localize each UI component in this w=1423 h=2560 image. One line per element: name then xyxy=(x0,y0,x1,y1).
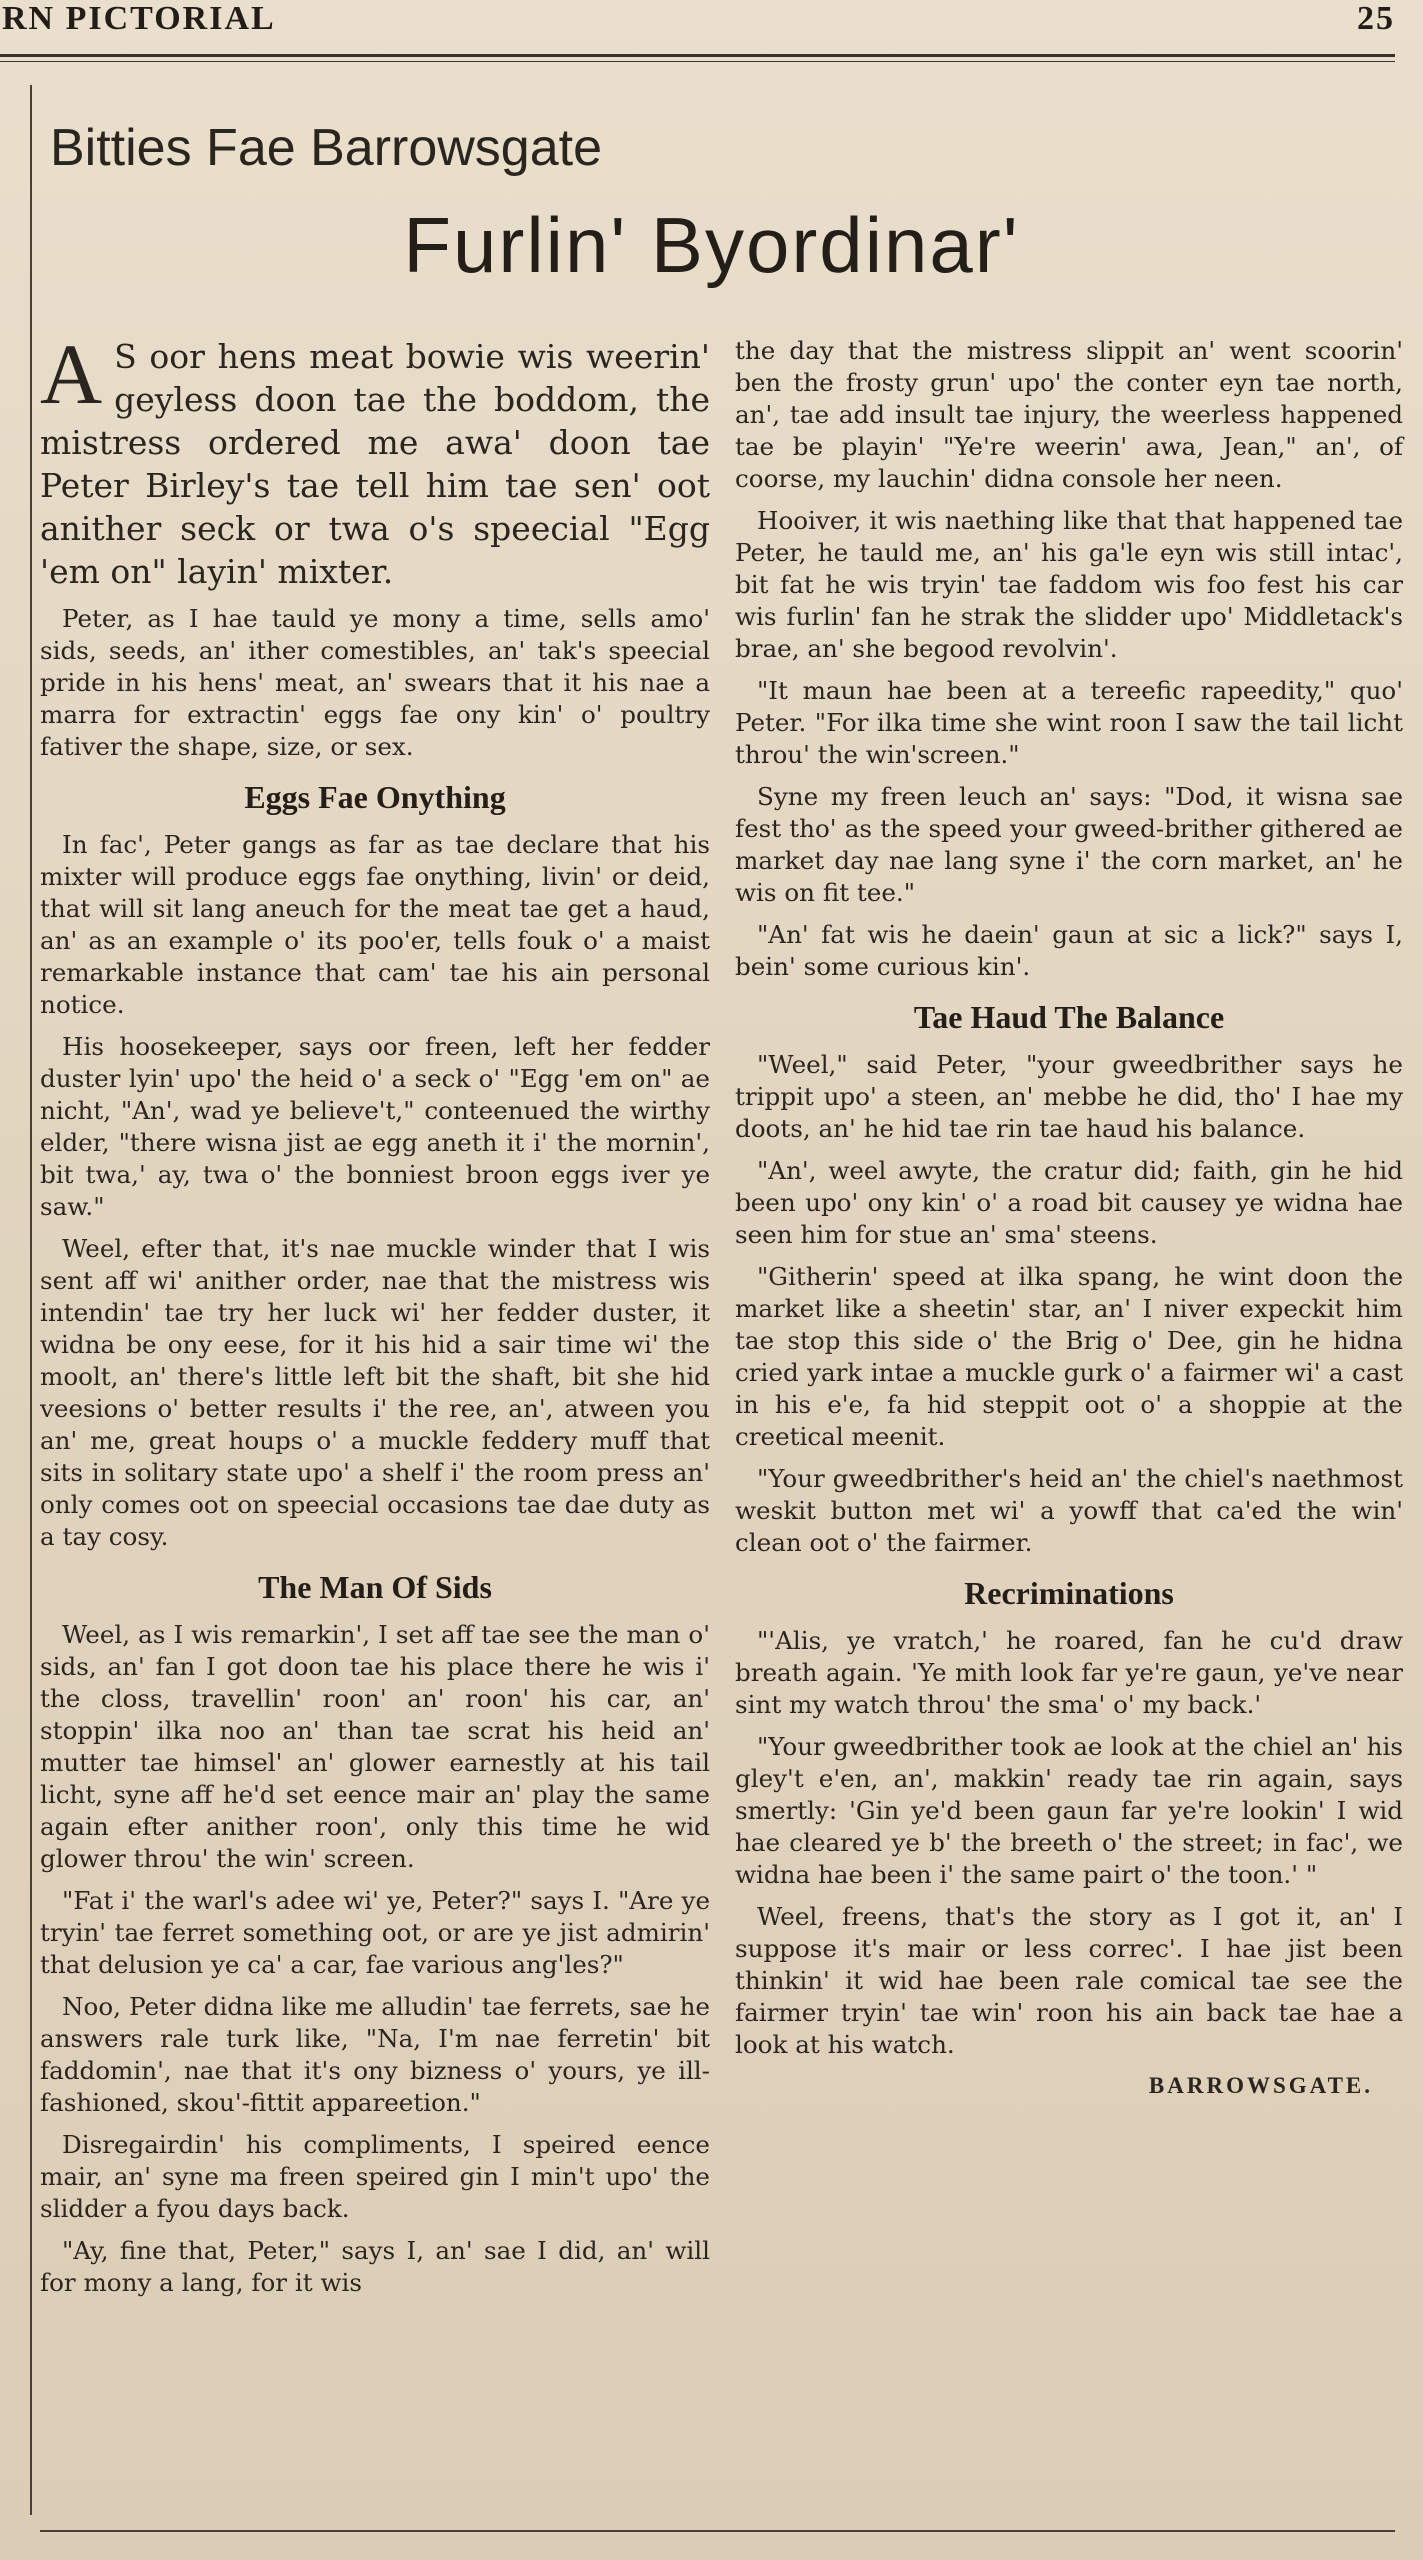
paragraph: "Githerin' speed at ilka spang, he wint doon the market like a sheetin' star, an' I niver expeckit him tae stop this side o' the Brig o' Dee, gin he hidna cried yark intae a muckle gurk o' a fairmer wi' a cast in his e'e, fa hid steppit oot o' a shoppie at the creetical meenit. xyxy=(735,1262,1403,1451)
paragraph: Weel, freens, that's the story as I got it, an' I suppose it's mair or less correc'. I hae jist been thinkin' it wid hae been rale comical tae see the fairmer tryin' tae win' roon his ain back tae hae a look at his watch. xyxy=(735,1902,1403,2059)
paragraph: "An', weel awyte, the cratur did; faith, gin he hid been upo' ony kin' o' a road bit causey ye widna hae seen him for stue an' sma' steens. xyxy=(735,1156,1403,1249)
right-column xyxy=(735,335,1403,2099)
drop-cap: A xyxy=(40,326,103,422)
paragraph: the day that the mistress slippit an' went scoorin' ben the frosty grun' upo' the conter eyn tae north, an', tae add insult tae injury, the weerless happened tae be playin' "Ye're weerin' awa, Jean," an', of coorse, my lauchin' didna console her neen. xyxy=(735,336,1403,493)
left-column xyxy=(40,326,710,2309)
paragraph: "It maun hae been at a tereefic rapeedity," quo' Peter. "For ilka time she wint roon I saw the tail licht throu' the win'screen." xyxy=(735,676,1403,769)
footer-rule xyxy=(40,2530,1395,2532)
paragraph: Peter, as I hae tauld ye mony a time, sells amo' sids, seeds, an' ither comestibles, an' tak's speecial pride in his hens' meat, an' swears that it his nae a marra for extractin' eggs fae ony kin' o' poultry fativer the shape, size, or sex. xyxy=(40,604,710,761)
paragraph: Weel, as I wis remarkin', I set aff tae see the man o' sids, an' fan I got doon tae his place there he wis i' the closs, travellin' roon' an' roon' his car, an' stoppin' ilka noo an' than tae scrat his heid an' mutter tae himsel' an' glower earnestly at his tail licht, syne aff he'd set eence mair an' play the same again efter anither roon', only this time he wid glower throu' the win' screen. xyxy=(40,1620,710,1873)
paragraph: "Weel," said Peter, "your gweedbrither says he trippit upo' a steen, an' mebbe he did, tho' I hae my doots, an' he hid tae rin tae haud his balance. xyxy=(735,1050,1403,1143)
paragraph: "Your gweedbrither took ae look at the chiel an' his gley't e'en, an', makkin' ready tae rin again, says smertly: 'Gin ye'd been gaun far ye're lookin' I wid hae cleared ye b' the breeth o' the street; in fac', we widna hae been i' the same pairt o' the toon.' " xyxy=(735,1732,1403,1889)
paragraph: Noo, Peter didna like me alludin' tae ferrets, sae he answers rale turk like, "Na, I'm nae ferretin' bit faddomin', nae that it's ony bizness o' yours, ye ill-fashioned, skou'-fittit appareetion." xyxy=(40,1992,710,2117)
paragraph: "Fat i' the warl's adee wi' ye, Peter?" says I. "Are ye tryin' tae ferret something oot, or are ye jist admirin' that delusion ye ca' a car, fae various ang'les?" xyxy=(40,1886,710,1979)
header-rule xyxy=(0,54,1395,57)
publication-title: RN PICTORIAL xyxy=(2,0,276,37)
page-number: 25 xyxy=(1357,0,1395,37)
paragraph: "Ay, fine that, Peter," says I, an' sae I did, an' will for mony a lang, for it wis xyxy=(40,2236,710,2297)
header-rule-thin xyxy=(0,61,1395,62)
article-kicker: Bitties Fae Barrowsgate xyxy=(50,119,603,177)
subheading: Recriminations xyxy=(964,1575,1174,1611)
paragraph: Weel, efter that, it's nae muckle winder that I wis sent aff wi' anither order, nae that the mistress wis intendin' tae try her luck wi' her fedder duster, it widna be ony eese, for it his hid a sair time wi' the moolt, an' there's little left bit the shaft, bit she hid veesions o' better results i' the ree, an', atween you an' me, great houps o' a muckle feddery muff that sits in solitary state upo' a shelf i' the room press an' only comes oot on speecial occasions tae dae duty as a tay cosy. xyxy=(40,1234,710,1551)
page-header xyxy=(0,0,1395,42)
lead-text: S oor hens meat bowie wis weerin' geyless doon tae the boddom, the mistress ordered me awa' doon tae Peter Birley's tae tell him tae sen' oot anither seck or twa o's speecial "Egg 'em on" layin' mixter. xyxy=(40,337,710,591)
paragraph: "Your gweedbrither's heid an' the chiel's naethmost weskit button met wi' a yowff that ca'ed the win' clean oot o' the fairmer. xyxy=(735,1464,1403,1557)
paragraph: "'Alis, ye vratch,' he roared, fan he cu'd draw breath again. 'Ye mith look far ye're gaun, ye've near sint my watch throu' the sma' o' my back.' xyxy=(735,1626,1403,1719)
paragraph: His hoosekeeper, says oor freen, left her fedder duster lyin' upo' the heid o' a seck o' "Egg 'em on" ae nicht, "An', wad ye believe't," conteenued the wirthy elder, "there wisna jist ae egg aneth it i' the mornin', bit twa,' ay, twa o' the bonniest broon eggs iver ye saw." xyxy=(40,1032,710,1221)
subheading: Eggs Fae Onything xyxy=(244,779,506,815)
subheading: The Man Of Sids xyxy=(258,1569,492,1605)
paragraph: Syne my freen leuch an' says: "Dod, it wisna sae fest tho' as the speed your gweed-brither githered ae market day nae lang syne i' the corn market, an' he wis on fit tee." xyxy=(735,782,1403,907)
paragraph: Hooiver, it wis naething like that that happened tae Peter, he tauld me, an' his ga'le eyn wis still intac', bit fat he wis tryin' tae faddom wis foo fest his car wis furlin' fan he strak the slidder upo' Middletack's brae, an' she begood revolvin'. xyxy=(735,506,1403,663)
paragraph: In fac', Peter gangs as far as tae declare that his mixter will produce eggs fae onything, livin' or deid, that will sit lang aneuch for the meat tae get a haud, an' as an example o' its poo'er, tells fouk o' a maist remarkable instance that cam' tae his ain personal notice. xyxy=(40,830,710,1019)
paragraph: "An' fat wis he daein' gaun at sic a lick?" says I, bein' some curious kin'. xyxy=(735,920,1403,981)
subheading: Tae Haud The Balance xyxy=(913,999,1225,1035)
paragraph: Disregairdin' his compliments, I speired eence mair, an' syne ma freen speired gin I min't upo' the slidder a fyou days back. xyxy=(40,2130,710,2223)
article-headline: Furlin' Byordinar' xyxy=(403,201,1020,289)
column-border xyxy=(30,85,32,2515)
author-signature: BARROWSGATE. xyxy=(1148,2073,1373,2098)
lead-paragraph xyxy=(40,326,710,593)
